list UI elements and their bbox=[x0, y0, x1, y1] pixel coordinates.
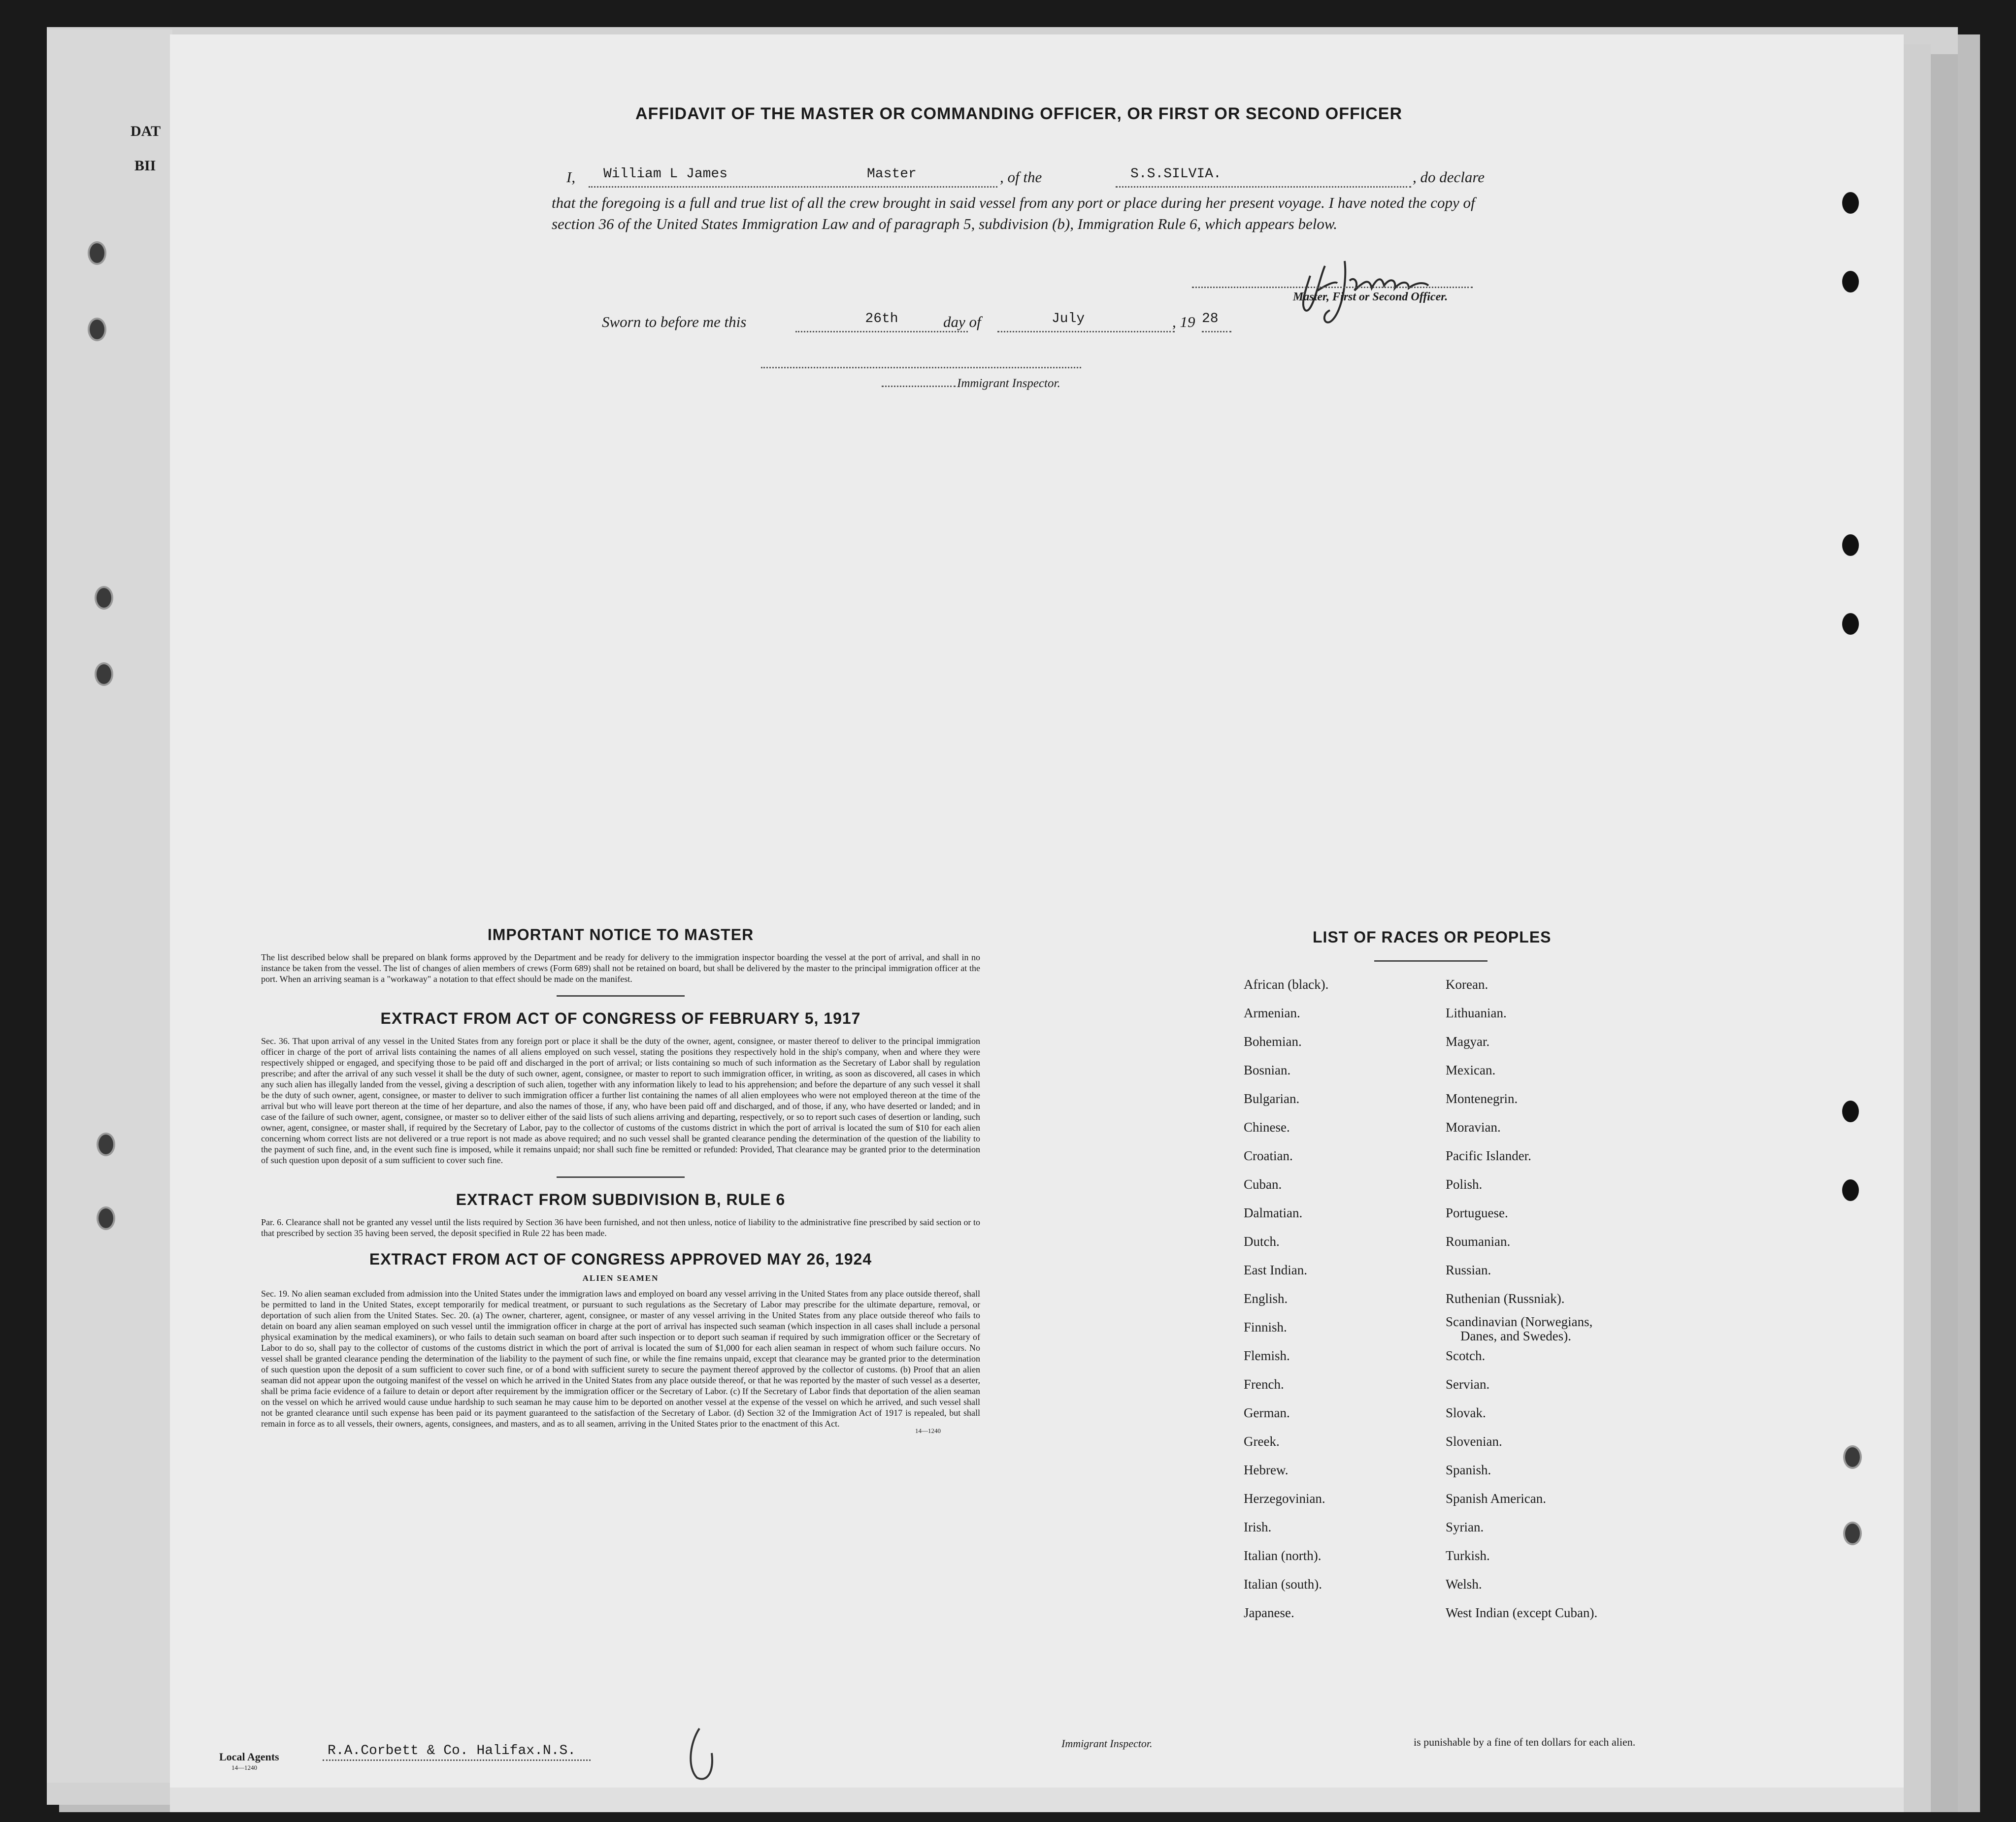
extract-1917-text: Sec. 36. That upon arrival of any vessel in the United States from any foreign port or place it shall be the duty of the owner, agent, consignee, or master thereof to deliver to the principal immigration officer in charge of the port of arrival lists containing the names of all aliens employed on such vessel, stating the positions they respectively hold in the ship's company, when and where they were respectively shipped or engaged, and specifying those to be paid off and discharged in the port of arrival; or lists containing so much of such information as the Secretary of Labor shall by regulation prescribe; and after the arrival of any such vessel it shall be the duty of such owner, agent, consignee, or master to report to such immigration officer, in writing, as soon as discovered, all cases in which any such alien has illegally landed from the vessel, giving a description of such alien, together with any information likely to lead to his apprehension; and before the departure of any such vessel it shall be the duty of such owner, agent, consignee, or master to deliver to such immigration officer a further list containing the names of all alien employees who were not employed thereon at the time of the arrival but who will leave port thereon at the time of her departure, and also the names of those, if any, who have been paid off and discharged, and of those, if any, who have deserted or landed; and in case of the failure of such owner, agent, consignee, or master so to deliver either of the said lists of such aliens arriving and departing, respectively, or so to report such cases of desertion or landing, such owner, agent, consignee, or master shall, if required by the Secretary of Labor, pay to the collector of customs of the customs district in which the port of arrival is located the sum of $10 for each alien concerning whom correct lists are not delivered or a true report is not made as above required; and no such vessel shall be granted clearance pending the determination of the question of the liability to the payment of such fine, and, in the event such fine is imposed, while it remains unpaid; nor shall such fine be remitted or refunded: Provided, That clearance may be granted prior to the determination of such question upon deposit of a sum sufficient to cover such fine. bbox=[261, 1036, 980, 1165]
binding-hole-icon bbox=[1843, 1445, 1862, 1469]
sworn-label: Sworn to before me this bbox=[602, 313, 747, 330]
race-item: Italian (south). bbox=[1244, 1577, 1322, 1592]
race-item: Moravian. bbox=[1446, 1120, 1501, 1135]
binding-hole-icon bbox=[1842, 1179, 1859, 1201]
notice-title: IMPORTANT NOTICE TO MASTER bbox=[487, 926, 754, 944]
binding-hole-icon bbox=[1843, 1522, 1862, 1545]
race-item: Slovak. bbox=[1446, 1405, 1486, 1420]
declarant-rank: Master bbox=[867, 166, 917, 182]
extract-rule6-text: Par. 6. Clearance shall not be granted any vessel until the lists required by Section 36 have been furnished, and not then unless, notice of liability to the administrative fine prescribed by said section or to that prescribed by section 35 having been served, the deposit specified in Rule 22 has been made. bbox=[261, 1217, 980, 1238]
sworn-day-field bbox=[795, 311, 968, 332]
race-item: African (black). bbox=[1244, 977, 1329, 992]
declarant-name: William L James bbox=[603, 166, 728, 182]
extract-1924-text: Sec. 19. No alien seaman excluded from admission into the United States under the immigration laws and employed on board any vessel arriving in the United States from any place outside thereof, shall be permitted to land in the United States, except temporarily for medical treatment, or pursuant to such regulations as the Secretary of Labor may prescribe for the ultimate departure, removal, or deportation of such alien from the United States. Sec. 20. (a) The owner, charterer, agent, consignee, or master of any vessel arriving in the United States from any place outside thereof who fails to detain on board any alien seaman employed on such vessel until the immigration officer in charge at the port of arrival has inspected such seaman (which inspection in all cases shall include a personal physical examination by the medical examiners), or who fails to detain such seaman on board after such inspection or to deport such seaman if required by such immigration officer or the Secretary of Labor to do so, shall pay to the collector of customs of the customs district in which the port of arrival is located the sum of $1,000 for each alien seaman in respect of whom such failure occurs. No vessel shall be granted clearance pending the determination of the liability to the payment of such fine, or while the fine remains unpaid, except that clearance may be granted prior to the determination of such question upon the deposit of a sum sufficient to cover such fine, or of a bond with sufficient surety to secure the payment thereof approved by the collector of customs. (b) Proof that an alien seaman did not appear upon the outgoing manifest of the vessel on which he arrived in the United States from any place outside thereof, or that he was reported by the master of such vessel as a deserter, shall be prima facie evidence of a failure to detain or deport after requirement by the immigration officer or the Secretary of Labor. (c) If the Secretary of Labor finds that deportation of the alien seaman on the vessel on which he arrived would cause undue hardship to such seaman he may cause him to be deported on another vessel at the expense of the vessel on which he arrived, and such vessel shall not be granted clearance until such expense has been paid or its payment guaranteed to the satisfaction of the Secretary of Labor. (d) Section 32 of the Immigration Act of 1917 is repealed, but shall remain in force as to all vessels, their owners, agents, consignees, and masters, and as to all seamen, arriving in the United States prior to the enactment of this Act. bbox=[261, 1289, 980, 1429]
race-item: Chinese. bbox=[1244, 1120, 1290, 1135]
declarant-name-field bbox=[589, 166, 997, 188]
signature-icon bbox=[1290, 246, 1453, 330]
sworn-month-field bbox=[997, 311, 1175, 332]
affidavit-title: AFFIDAVIT OF THE MASTER OR COMMANDING OFFICER, OR FIRST OR SECOND OFFICER bbox=[635, 104, 1402, 123]
race-item: Hebrew. bbox=[1244, 1463, 1289, 1477]
race-item: Lithuanian. bbox=[1446, 1006, 1507, 1020]
sworn-month: July bbox=[1052, 311, 1085, 326]
inspector-dotted-lead bbox=[882, 386, 956, 387]
race-item: Portuguese. bbox=[1446, 1205, 1508, 1220]
binding-hole-icon bbox=[1842, 534, 1859, 556]
race-item: Syrian. bbox=[1446, 1520, 1484, 1534]
divider bbox=[557, 995, 685, 997]
extract-1924-subtitle: ALIEN SEAMEN bbox=[582, 1273, 659, 1283]
race-item: Bosnian. bbox=[1244, 1063, 1291, 1077]
race-item-line: Danes, and Swedes). bbox=[1460, 1329, 1571, 1343]
race-item: Magyar. bbox=[1446, 1034, 1490, 1049]
year-prefix: , 19 bbox=[1172, 313, 1195, 330]
race-item-line: Scandinavian (Norwegians, bbox=[1446, 1314, 1593, 1329]
race-item: Montenegrin. bbox=[1446, 1091, 1518, 1106]
footer-inspector-caption: Immigrant Inspector. bbox=[1061, 1737, 1153, 1750]
binding-hole-icon bbox=[97, 1133, 115, 1156]
race-item: Irish. bbox=[1244, 1520, 1272, 1534]
back-sheet-edge bbox=[1928, 54, 1958, 1812]
extract-form-number: 14—1240 bbox=[915, 1427, 941, 1434]
signature-line bbox=[1192, 287, 1473, 288]
binding-hole-icon bbox=[1842, 613, 1859, 635]
footer-penalty-text: is punishable by a fine of ten dollars for each alien. bbox=[1414, 1736, 1636, 1748]
notice-column bbox=[261, 926, 980, 1435]
binding-hole-icon bbox=[1842, 1101, 1859, 1122]
extract-rule6-title: EXTRACT FROM SUBDIVISION B, RULE 6 bbox=[456, 1191, 786, 1208]
race-item: Mexican. bbox=[1446, 1063, 1496, 1077]
extract-1917-title: EXTRACT FROM ACT OF CONGRESS OF FEBRUARY 5, 1917 bbox=[380, 1009, 861, 1027]
divider bbox=[1374, 960, 1487, 962]
sworn-year: 28 bbox=[1202, 311, 1219, 326]
race-item: Ruthenian (Russniak). bbox=[1446, 1291, 1565, 1306]
notice-text: The list described below shall be prepared on blank forms approved by the Department and be ready for delivery to the immigration inspector boarding the vessel at the port of arrival, and shall in no instance be taken from the vessel. The list of changes of alien members of crews (Form 689) shall not be retained on board, but shall be delivered by the master to the principal immigration officer at the port. When an arriving seaman is a "workaway" a notation to that effect should be made on the manifest. bbox=[261, 952, 980, 984]
race-item: Armenian. bbox=[1244, 1006, 1300, 1020]
race-item: Cuban. bbox=[1244, 1177, 1282, 1192]
races-right-list bbox=[1446, 970, 1597, 1627]
signature-caption: Master, First or Second Officer. bbox=[1293, 291, 1448, 303]
race-item: Spanish American. bbox=[1446, 1491, 1546, 1506]
race-item: Roumanian. bbox=[1446, 1234, 1511, 1249]
inspector-signature-line bbox=[761, 367, 1081, 368]
inspector-caption: Immigrant Inspector. bbox=[957, 377, 1060, 390]
binding-hole-icon bbox=[88, 241, 106, 265]
extract-1924-title: EXTRACT FROM ACT OF CONGRESS APPROVED MAY 26, 1924 bbox=[369, 1250, 872, 1268]
vessel-name-field bbox=[1116, 166, 1411, 188]
race-item: Welsh. bbox=[1446, 1577, 1482, 1592]
affidavit-body: that the foregoing is a full and true list of all the crew brought in said vessel from any port or place during her present voyage. I have noted the copy of section 36 of the United States Immigration Law and of paragraph 5, subdivision (b), Immigration Rule 6, which appears below. bbox=[552, 194, 1475, 232]
margin-text: DAT bbox=[131, 123, 161, 139]
race-item: German. bbox=[1244, 1405, 1290, 1420]
race-item: Korean. bbox=[1446, 977, 1488, 992]
race-item: Dalmatian. bbox=[1244, 1205, 1303, 1220]
race-item: West Indian (except Cuban). bbox=[1446, 1605, 1598, 1620]
race-item: Flemish. bbox=[1244, 1348, 1290, 1363]
race-item: East Indian. bbox=[1244, 1263, 1307, 1277]
race-item bbox=[1446, 1313, 1597, 1341]
race-item: Japanese. bbox=[1244, 1605, 1294, 1620]
race-item: Spanish. bbox=[1446, 1463, 1491, 1477]
handwritten-mark-icon bbox=[685, 1724, 724, 1783]
binding-hole-icon bbox=[95, 662, 113, 686]
race-item: English. bbox=[1244, 1291, 1288, 1306]
divider bbox=[557, 1176, 685, 1178]
binding-hole-icon bbox=[1842, 192, 1859, 214]
left-margin-sheet bbox=[47, 30, 172, 1783]
document-page bbox=[170, 34, 1904, 1788]
races-left-list bbox=[1244, 970, 1328, 1627]
local-agents-value: R.A.Corbett & Co. Halifax.N.S. bbox=[323, 1743, 591, 1761]
local-agents-label: Local Agents bbox=[219, 1751, 279, 1763]
back-sheet-edge bbox=[1901, 44, 1931, 1812]
race-item: Herzegovinian. bbox=[1244, 1491, 1325, 1506]
race-item: Bulgarian. bbox=[1244, 1091, 1300, 1106]
race-item: Italian (north). bbox=[1244, 1548, 1322, 1563]
margin-text: BII bbox=[134, 158, 156, 174]
do-declare-label: , do declare bbox=[1413, 168, 1485, 186]
footer-form-number: 14—1240 bbox=[231, 1764, 257, 1771]
vessel-name: S.S.SILVIA. bbox=[1130, 166, 1222, 182]
sworn-year-field bbox=[1202, 311, 1231, 332]
binding-hole-icon bbox=[97, 1206, 115, 1230]
declarant-prefix: I, bbox=[566, 168, 576, 186]
race-item: Scotch. bbox=[1446, 1348, 1486, 1363]
race-item: French. bbox=[1244, 1377, 1284, 1392]
race-item: Slovenian. bbox=[1446, 1434, 1502, 1449]
race-item: Croatian. bbox=[1244, 1148, 1293, 1163]
race-item: Turkish. bbox=[1446, 1548, 1490, 1563]
binding-hole-icon bbox=[88, 318, 106, 341]
races-title: LIST OF RACES OR PEOPLES bbox=[1313, 928, 1552, 946]
race-item: Dutch. bbox=[1244, 1234, 1280, 1249]
race-item: Greek. bbox=[1244, 1434, 1280, 1449]
day-of-label: day of bbox=[943, 313, 981, 330]
race-item: Pacific Islander. bbox=[1446, 1148, 1531, 1163]
sworn-day: 26th bbox=[865, 311, 898, 326]
race-item: Servian. bbox=[1446, 1377, 1490, 1392]
binding-hole-icon bbox=[1842, 271, 1859, 293]
of-the-label: , of the bbox=[1000, 168, 1042, 186]
race-item: Polish. bbox=[1446, 1177, 1483, 1192]
race-item: Finnish. bbox=[1244, 1320, 1287, 1334]
race-item: Bohemian. bbox=[1244, 1034, 1302, 1049]
binding-hole-icon bbox=[95, 586, 113, 610]
race-item: Russian. bbox=[1446, 1263, 1491, 1277]
